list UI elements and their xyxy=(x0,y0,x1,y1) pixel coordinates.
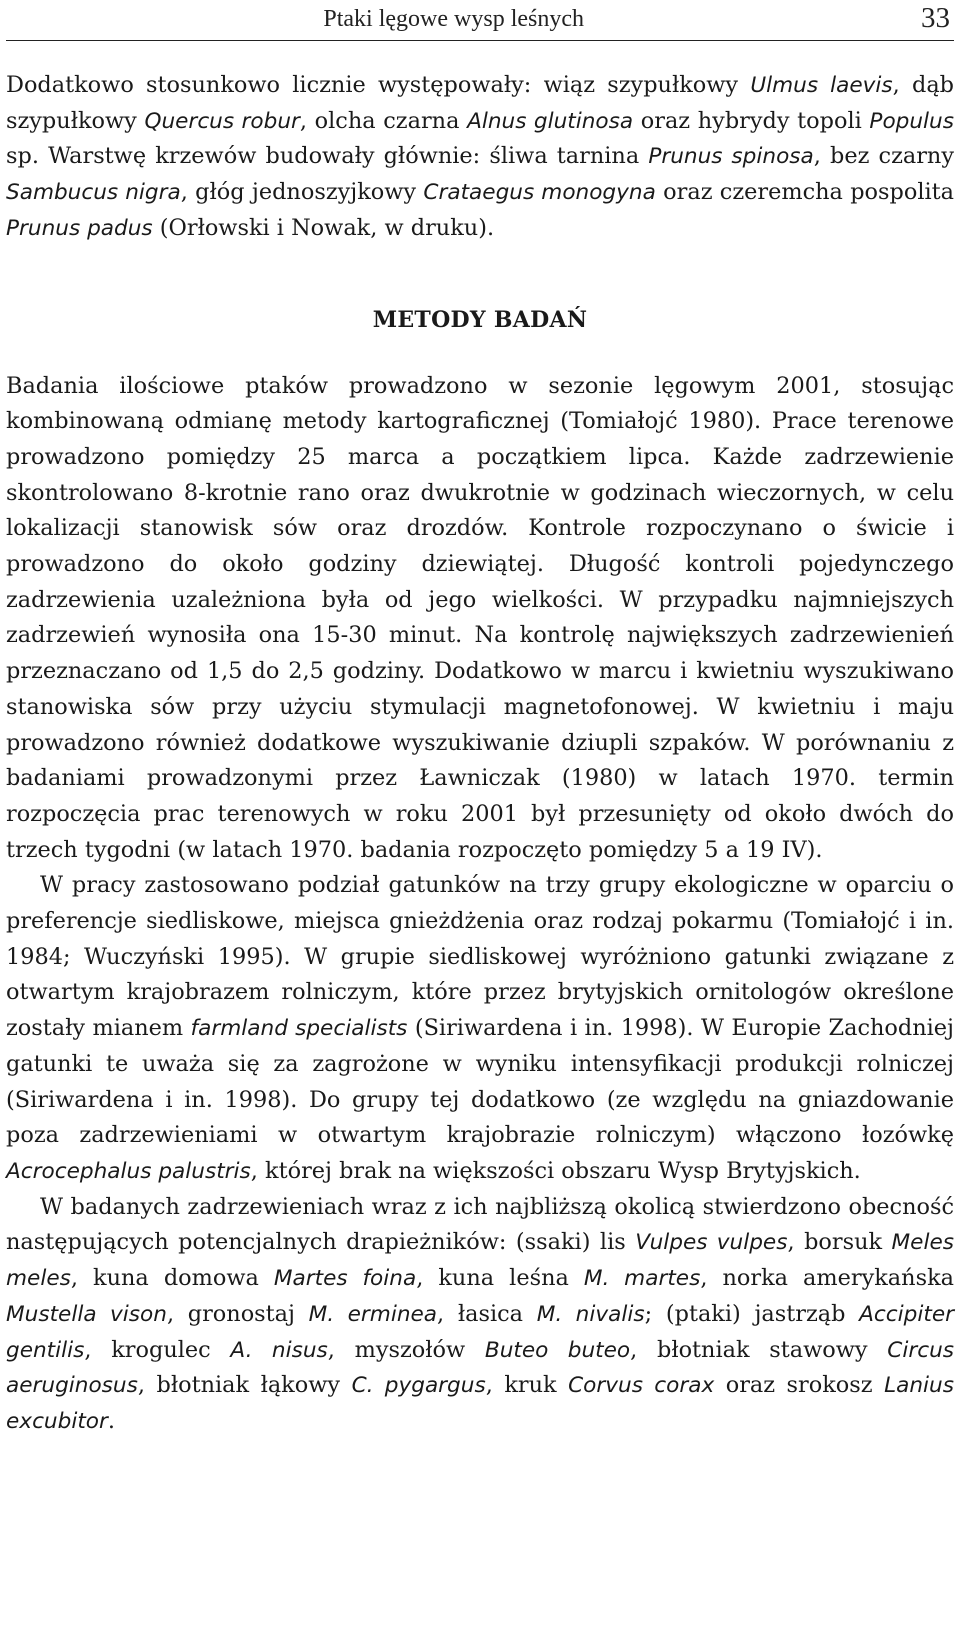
text-run: , której brak na większości obszaru Wysp Brytyjskich. xyxy=(250,1157,861,1184)
latin-name: C. pygargus xyxy=(351,1373,486,1399)
body-text xyxy=(6,68,954,1440)
text-run: , bez czarny xyxy=(813,143,954,170)
methods-paragraph-3 xyxy=(6,1190,954,1440)
text-run: oraz hybrydy topoli xyxy=(633,107,870,134)
latin-name: M. martes xyxy=(583,1266,701,1292)
section-heading: METODY BADAŃ xyxy=(372,306,588,333)
latin-name: Corvus corax xyxy=(568,1373,715,1399)
text-run: , olcha czarna xyxy=(299,107,468,134)
text-run: (Siriwardena i in. 1998). W Europie Zachodniej gatunki te uważa się za zagrożone w wyniku intensyfikacji produkcji rolniczej (Siriwardena i in. 1998). Do grupy tej dodatkowo (ze względu na gniazdowanie poza zadrzewieniami w otwartym krajobrazie rolniczym) włączono łozówkę xyxy=(6,1015,954,1149)
latin-name: M. erminea xyxy=(308,1301,438,1327)
text-run: , krogulec xyxy=(84,1336,231,1363)
text-run: oraz srokosz xyxy=(714,1372,885,1399)
latin-name: Ulmus laevis xyxy=(750,73,893,98)
text-run: ; (ptaki) jastrząb xyxy=(644,1300,860,1327)
text-run: , głóg jednoszyjkowy xyxy=(180,179,424,206)
latin-name: Prunus padus xyxy=(6,215,153,241)
latin-name: M. nivalis xyxy=(536,1301,645,1327)
intro-paragraph xyxy=(6,68,954,247)
text-run: , błotniak stawowy xyxy=(630,1336,888,1363)
text-run: Badania ilościowe ptaków prowadzono w sezonie lęgowym 2001, stosując kombinowaną odmianę metody kartograficznej (Tomiałojć 1980). Prace terenowe prowadzono pomiędzy 25 marca a początkiem lipca. Każde zadrzewienie skontrolowano 8-krotnie rano oraz dwukrotnie w godzinach wieczornych, w celu lokalizacji stanowisk sów oraz drozdów. Kontrole rozpoczynano o świcie i prowadzono do około godziny dziewiątej. Długość kontroli pojedynczego zadrzewienia uzależniona była od jego wielkości. W przypadku najmniejszych zadrzewień wynosiła ona 15-30 minut. Na kontrolę największych zadrzewienień przeznaczano od 1,5 do 2,5 godziny. Dodatkowo w marcu i kwietniu wyszukiwano stanowiska sów przy użyciu stymulacji magnetofonowej. W kwietniu i maju prowadzono również dodatkowe wyszukiwanie dziupli szpaków. W porównaniu z badaniami prowadzonymi przez Ławniczak (1980) w latach 1970. termin rozpoczęcia prac terenowych w roku 2001 był przesunięty od około dwóch do trzech tygodni (w latach 1970. badania rozpoczęto pomiędzy 5 a 19 IV). xyxy=(6,372,954,863)
text-run: sp. Warstwę krzewów budowały głównie: śliwa tarnina xyxy=(6,143,649,170)
methods-paragraph-2 xyxy=(6,868,954,1189)
text-run: W badanych zadrzewieniach wraz z ich najbliższą okolicą stwierdzono obecność następujących potencjalnych drapieżników: (ssaki) lis xyxy=(6,1193,954,1256)
text-run: , kruk xyxy=(485,1372,569,1399)
text-run: Dodatkowo stosunkowo licznie występowały: wiąz szypułkowy xyxy=(6,72,751,98)
latin-name: Buteo buteo xyxy=(484,1337,631,1363)
latin-name: Lanius excubitor xyxy=(6,1373,954,1434)
latin-name: Populus xyxy=(869,108,954,134)
latin-name: Accipiter gentilis xyxy=(6,1301,954,1363)
methods-paragraph-1 xyxy=(6,369,954,869)
latin-name: farmland specialists xyxy=(190,1016,408,1042)
latin-name: Mustella vison xyxy=(6,1301,167,1327)
text-run: , myszołów xyxy=(327,1336,485,1363)
latin-name: Meles meles xyxy=(6,1230,954,1292)
text-run: . xyxy=(107,1407,116,1434)
latin-name: Acrocephalus palustris xyxy=(6,1158,251,1184)
page-number: 33 xyxy=(921,2,950,34)
text-run: , norka amerykańska xyxy=(700,1265,954,1292)
latin-name: A. nisus xyxy=(230,1337,328,1363)
latin-name: Prunus spinosa xyxy=(648,144,814,170)
text-run: , kuna domowa xyxy=(70,1265,274,1292)
running-head xyxy=(6,0,954,41)
text-run: , dąb szypułkowy xyxy=(6,72,955,134)
running-head-title: Ptaki lęgowe wysp leśnych xyxy=(323,6,584,32)
text-run: , gronostaj xyxy=(166,1300,309,1327)
text-run: , kuna leśna xyxy=(416,1265,584,1292)
text-run: , borsuk xyxy=(787,1229,892,1256)
latin-name: Alnus glutinosa xyxy=(467,108,634,134)
latin-name: Vulpes vulpes xyxy=(635,1230,788,1256)
text-run: W pracy zastosowano podział gatunków na trzy grupy ekologiczne w oparciu o preferencje siedliskowe, miejsca gnieżdżenia oraz rodzaj pokarmu (Tomiałojć i in. 1984; Wuczyński 1995). W grupie siedliskowej wyróżniono gatunki związane z otwartym krajobrazem rolniczym, które przez brytyjskich ornitologów określone zostały mianem xyxy=(6,872,954,1042)
latin-name: Quercus robur xyxy=(144,108,300,134)
latin-name: Sambucus nigra xyxy=(6,180,181,206)
text-run: , błotniak łąkowy xyxy=(137,1372,352,1399)
text-run: oraz czeremcha pospolita xyxy=(655,179,954,206)
latin-name: Martes foina xyxy=(273,1266,417,1292)
latin-name: Circus aeruginosus xyxy=(6,1337,955,1399)
text-run: , łasica xyxy=(437,1300,537,1327)
latin-name: Crataegus monogyna xyxy=(423,180,656,206)
text-run: (Orłowski i Nowak, w druku). xyxy=(152,214,495,241)
